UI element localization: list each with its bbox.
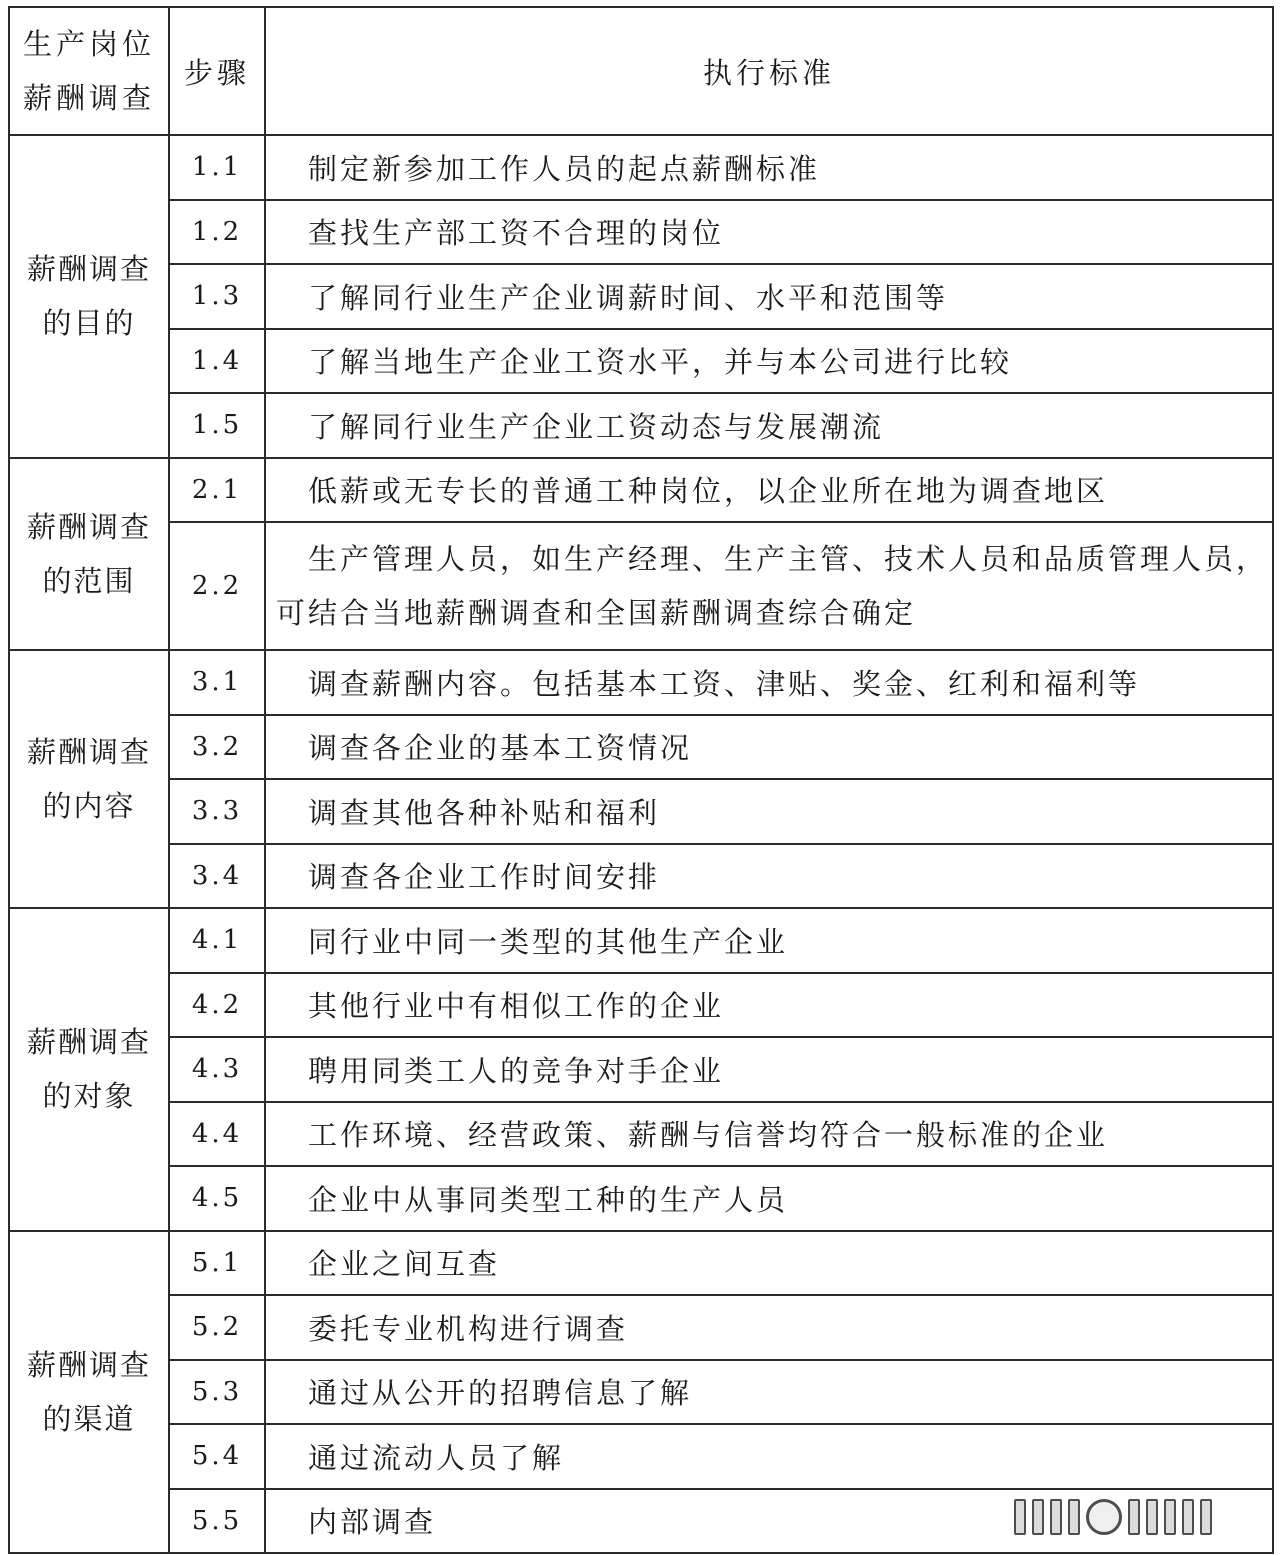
step-number: 4.2 <box>169 973 265 1038</box>
watermark-circle-icon <box>1086 1499 1122 1535</box>
standard-text: 低薪或无专长的普通工种岗位，以企业所在地为调查地区 <box>265 458 1273 523</box>
step-number: 4.5 <box>169 1166 265 1231</box>
table-header-row <box>9 7 1273 135</box>
watermark-bar-icon <box>1146 1499 1158 1535</box>
standard-text: 企业中从事同类型工种的生产人员 <box>265 1166 1273 1231</box>
step-number: 1.3 <box>169 264 265 329</box>
watermark-logo-icon <box>1014 1498 1254 1536</box>
step-number: 5.3 <box>169 1360 265 1425</box>
step-number: 2.1 <box>169 458 265 523</box>
table-row <box>9 329 1273 394</box>
step-number: 4.4 <box>169 1102 265 1167</box>
category-purpose: 薪酬调查 的目的 <box>9 135 169 458</box>
table-row <box>9 779 1273 844</box>
standard-text: 调查薪酬内容。包括基本工资、津贴、奖金、红利和福利等 <box>265 650 1273 715</box>
step-number: 3.3 <box>169 779 265 844</box>
step-number: 5.4 <box>169 1424 265 1489</box>
standard-text: 委托专业机构进行调查 <box>265 1295 1273 1360</box>
table-row <box>9 1360 1273 1425</box>
table-row <box>9 522 1273 650</box>
category-channel: 薪酬调查 的渠道 <box>9 1231 169 1554</box>
salary-survey-table <box>8 6 1274 1554</box>
table-row <box>9 393 1273 458</box>
watermark-bar-icon <box>1128 1499 1140 1535</box>
category-content: 薪酬调查 的内容 <box>9 650 169 908</box>
table-row <box>9 264 1273 329</box>
table-row <box>9 1295 1273 1360</box>
table-row <box>9 1037 1273 1102</box>
standard-text: 了解同行业生产企业调薪时间、水平和范围等 <box>265 264 1273 329</box>
step-number: 1.4 <box>169 329 265 394</box>
table-row <box>9 908 1273 973</box>
category-target: 薪酬调查 的对象 <box>9 908 169 1231</box>
table-row <box>9 1231 1273 1296</box>
step-number: 5.5 <box>169 1489 265 1554</box>
watermark-bar-icon <box>1032 1499 1044 1535</box>
standard-text: 其他行业中有相似工作的企业 <box>265 973 1273 1038</box>
table-row <box>9 135 1273 200</box>
watermark-bar-icon <box>1182 1499 1194 1535</box>
standard-text: 工作环境、经营政策、薪酬与信誉均符合一般标准的企业 <box>265 1102 1273 1167</box>
table-row <box>9 458 1273 523</box>
step-number: 4.3 <box>169 1037 265 1102</box>
step-number: 1.1 <box>169 135 265 200</box>
step-number: 2.2 <box>169 522 265 650</box>
category-scope: 薪酬调查 的范围 <box>9 458 169 651</box>
table-row <box>9 844 1273 909</box>
step-number: 5.1 <box>169 1231 265 1296</box>
step-number: 3.1 <box>169 650 265 715</box>
step-number: 5.2 <box>169 1295 265 1360</box>
table-row <box>9 650 1273 715</box>
standard-text: 调查其他各种补贴和福利 <box>265 779 1273 844</box>
standard-text: 调查各企业工作时间安排 <box>265 844 1273 909</box>
watermark-bar-icon <box>1068 1499 1080 1535</box>
standard-text: 聘用同类工人的竞争对手企业 <box>265 1037 1273 1102</box>
standard-text: 企业之间互查 <box>265 1231 1273 1296</box>
standard-text: 制定新参加工作人员的起点薪酬标准 <box>265 135 1273 200</box>
table-row <box>9 1424 1273 1489</box>
step-number: 4.1 <box>169 908 265 973</box>
standard-text: 通过流动人员了解 <box>265 1424 1273 1489</box>
table-row <box>9 715 1273 780</box>
standard-text: 通过从公开的招聘信息了解 <box>265 1360 1273 1425</box>
watermark-bar-icon <box>1200 1499 1212 1535</box>
table-row <box>9 1102 1273 1167</box>
standard-text: 同行业中同一类型的其他生产企业 <box>265 908 1273 973</box>
header-category: 生产岗位 薪酬调查 <box>9 7 169 135</box>
step-number: 3.4 <box>169 844 265 909</box>
header-standard: 执行标准 <box>265 7 1273 135</box>
standard-text: 了解当地生产企业工资水平，并与本公司进行比较 <box>265 329 1273 394</box>
header-step: 步骤 <box>169 7 265 135</box>
watermark-bar-icon <box>1164 1499 1176 1535</box>
standard-text: 内部调查 <box>265 1489 1273 1554</box>
step-number: 1.5 <box>169 393 265 458</box>
standard-text: 调查各企业的基本工资情况 <box>265 715 1273 780</box>
step-number: 3.2 <box>169 715 265 780</box>
table-row <box>9 973 1273 1038</box>
watermark-bar-icon <box>1050 1499 1062 1535</box>
standard-text: 生产管理人员，如生产经理、生产主管、技术人员和品质管理人员， 可结合当地薪酬调查和全国薪酬调查综合确定 <box>265 522 1273 650</box>
standard-text: 了解同行业生产企业工资动态与发展潮流 <box>265 393 1273 458</box>
standard-text: 查找生产部工资不合理的岗位 <box>265 200 1273 265</box>
table-row <box>9 1166 1273 1231</box>
step-number: 1.2 <box>169 200 265 265</box>
table-row <box>9 200 1273 265</box>
watermark-bar-icon <box>1014 1499 1026 1535</box>
